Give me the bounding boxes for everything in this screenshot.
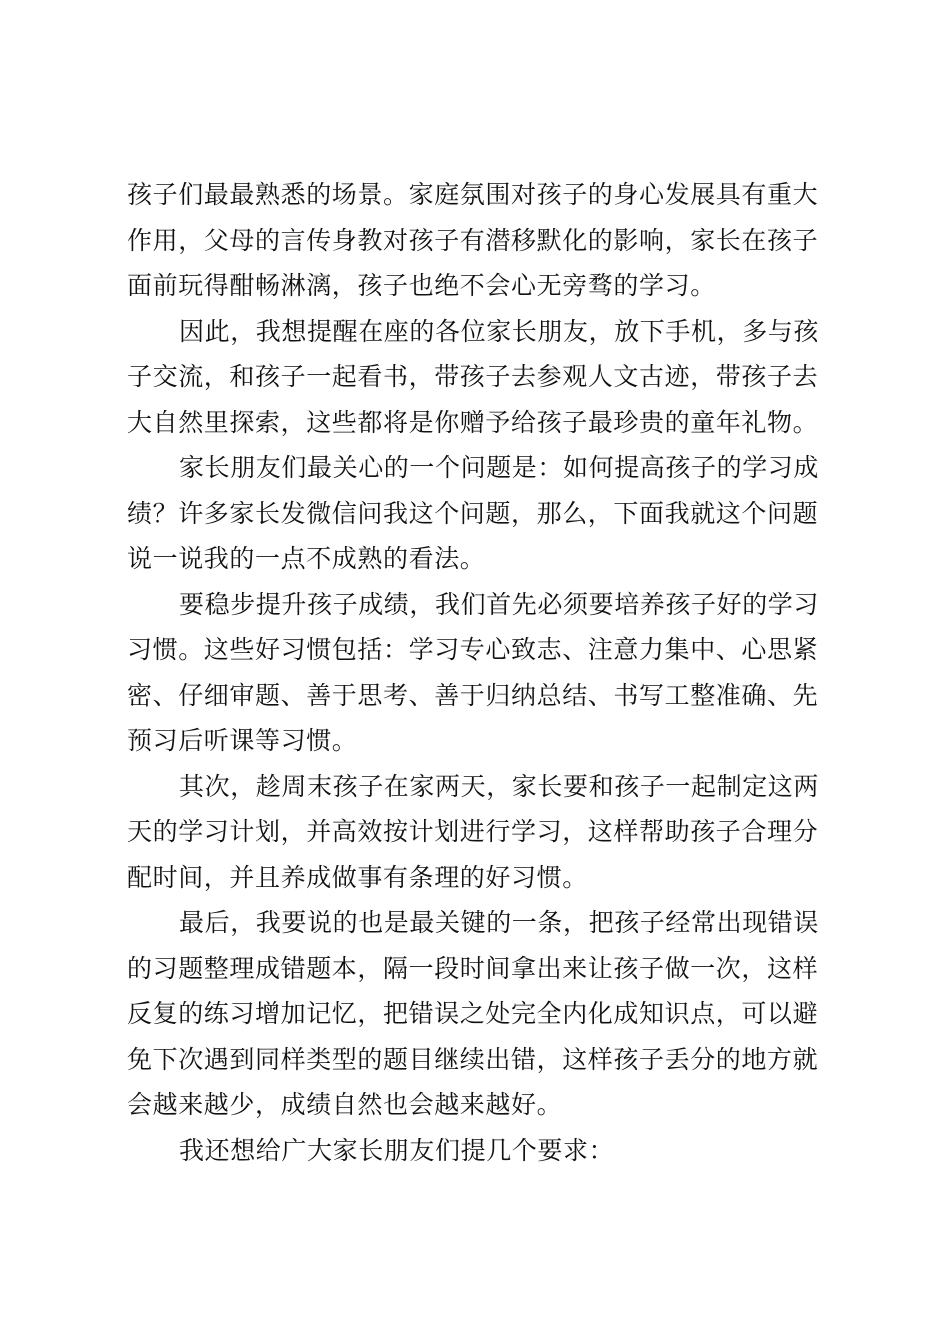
text-line: 密、仔细审题、善于思考、善于归纳总结、书写工整准确、先 bbox=[127, 680, 819, 710]
text-line: 习惯。这些好习惯包括：学习专心致志、注意力集中、心思紧 bbox=[127, 635, 819, 664]
text-line: 预习后听课等习惯。 bbox=[127, 726, 358, 755]
text-line: 天的学习计划，并高效按计划进行学习，这样帮助孩子合理分 bbox=[127, 817, 819, 846]
text-line: 我还想给广大家长朋友们提几个要求： bbox=[179, 1135, 615, 1165]
text-line: 家长朋友们最关心的一个问题是：如何提高孩子的学习成 bbox=[179, 453, 820, 482]
text-line: 反复的练习增加记忆，把错误之处完全内化成知识点，可以避 bbox=[127, 999, 819, 1028]
text-line: 免下次遇到同样类型的题目继续出错，这样孩子丢分的地方就 bbox=[127, 1044, 819, 1074]
text-line: 配时间，并且养成做事有条理的好习惯。 bbox=[127, 862, 588, 892]
text-line: 会越来越少，成绩自然也会越来越好。 bbox=[127, 1090, 563, 1119]
text-line: 孩子们最最熟悉的场景。家庭氛围对孩子的身心发展具有重大 bbox=[127, 180, 819, 209]
text-line: 大自然里探索，这些都将是你赠予给孩子最珍贵的童年礼物。 bbox=[127, 407, 819, 437]
text-line: 的习题整理成错题本，隔一段时间拿出来让孩子做一次，这样 bbox=[127, 953, 819, 983]
text-line: 子交流，和孩子一起看书，带孩子去参观人文古迹，带孩子去 bbox=[127, 362, 819, 391]
text-line: 其次，趁周末孩子在家两天，家长要和孩子一起制定这两 bbox=[179, 771, 820, 801]
text-line: 最后，我要说的也是最关键的一条，把孩子经常出现错误 bbox=[179, 908, 820, 937]
document-body-text bbox=[127, 172, 831, 1173]
text-line: 作用，父母的言传身教对孩子有潜移默化的影响，家长在孩子 bbox=[127, 225, 819, 255]
text-line: 面前玩得酣畅淋漓，孩子也绝不会心无旁骛的学习。 bbox=[127, 271, 716, 300]
text-line: 绩？许多家长发微信问我这个问题，那么，下面我就这个问题 bbox=[127, 498, 819, 528]
text-line: 要稳步提升孩子成绩，我们首先必须要培养孩子好的学习 bbox=[179, 589, 820, 619]
text-line: 说一说我的一点不成熟的看法。 bbox=[127, 544, 486, 573]
text-line: 因此，我想提醒在座的各位家长朋友，放下手机，多与孩 bbox=[179, 316, 820, 346]
